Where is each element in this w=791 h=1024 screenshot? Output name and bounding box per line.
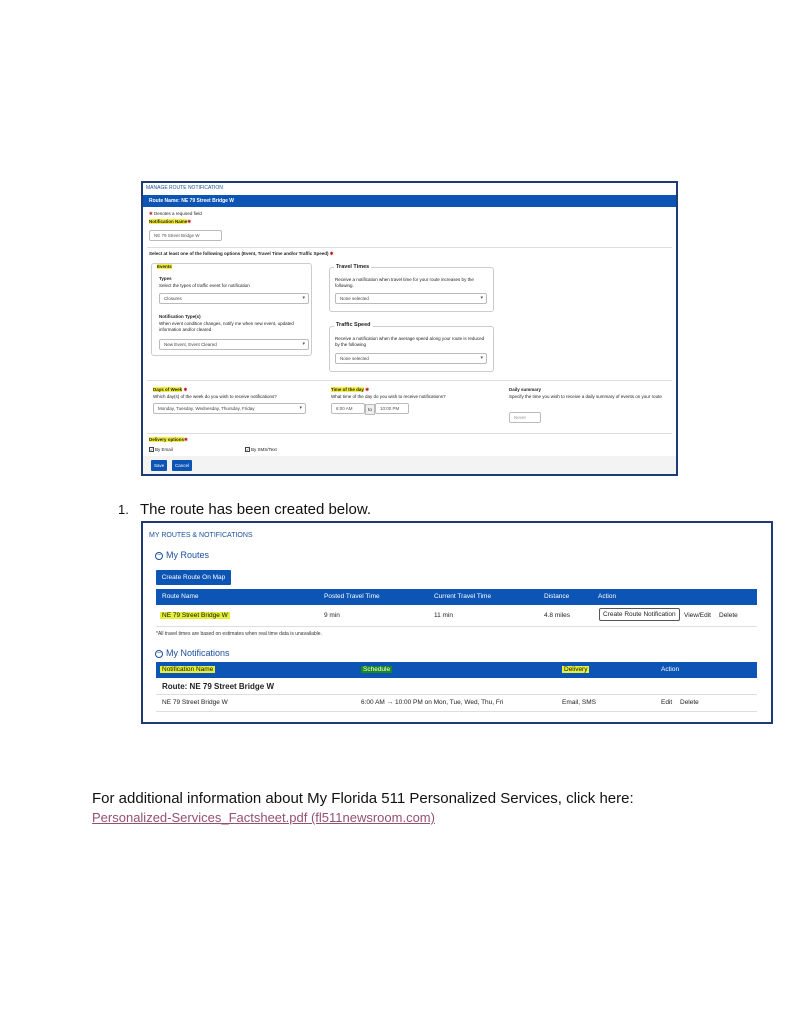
collapse-icon[interactable]: − (156, 649, 162, 657)
delivery-options-label-text: Delivery options (149, 437, 185, 442)
types-description: Select the types of traffic event for notification (159, 283, 250, 288)
col-distance: Distance (544, 593, 570, 600)
my-notifications-heading: My Notifications (166, 648, 230, 658)
additional-info-text: For additional information about My Florida 511 Personalized Services, click here: (92, 790, 634, 807)
step-number: 1. (118, 502, 129, 517)
by-email-label: By Email (155, 447, 173, 452)
days-of-week-description: Which day(s) of the week do you wish to receive notifications? (153, 394, 277, 399)
collapse-icon[interactable]: − (156, 551, 162, 559)
time-of-day-label: Time of the day ✱ (331, 387, 369, 392)
time-of-day-description: What time of the day do you wish to receive notifications? (331, 394, 446, 399)
col-delivery: Delivery (564, 666, 588, 673)
traffic-speed-title: Traffic Speed (336, 322, 371, 328)
my-notifications-section[interactable] (155, 648, 230, 658)
notification-name-label-text: Notification Name (149, 219, 188, 224)
routes-table-header (156, 589, 757, 605)
traffic-speed-group (329, 326, 494, 372)
col-action: Action (598, 593, 617, 600)
notifications-table-header (156, 662, 757, 678)
my-routes-heading: My Routes (166, 550, 210, 560)
events-title (157, 264, 172, 270)
delivery-cell: Email, SMS (562, 699, 596, 706)
delete-notification-link[interactable]: Delete (680, 699, 699, 706)
travel-times-group (329, 267, 494, 312)
notification-name-label: Notification Name✱ (149, 219, 192, 224)
days-of-week-label-text: Days of Week (153, 387, 183, 392)
notification-types-description: When event condition changes, notify me when new event, updated information and/or cleared (159, 321, 294, 332)
traffic-speed-description: Receive a notification when the average speed along your route is reduced by the following (335, 336, 485, 347)
divider (147, 380, 672, 381)
action-bar (143, 456, 676, 476)
col-notif-action: Action (661, 666, 680, 673)
required-note: ✱ Denotes a required field (149, 211, 202, 216)
travel-time-note: *All travel times are based on estimates when real time data is unavailable. (156, 631, 322, 637)
checkbox-checked-icon[interactable]: ✓ (246, 447, 250, 453)
col-notification-name: Notification Name (162, 666, 214, 673)
step-caption (118, 501, 371, 518)
by-sms-option[interactable] (245, 447, 277, 453)
edit-notification-link[interactable]: Edit (661, 699, 673, 706)
factsheet-link[interactable]: Personalized-Services_Factsheet.pdf (fl511newsroom.com) (92, 810, 435, 825)
notification-name-input[interactable]: NE 79 Street Bridge W (149, 230, 222, 241)
notification-route-group: Route: NE 79 Street Bridge W (156, 678, 757, 695)
types-select[interactable]: Closures ▾ (159, 293, 309, 304)
schedule-cell: 6:00 AM → 10:00 PM on Mon, Tue, Wed, Thu, Fri (361, 699, 504, 706)
types-label: Types (159, 276, 172, 281)
daily-summary-description: Specify the time you wish to receive a daily summary of events on your route (509, 394, 662, 399)
travel-times-title: Travel Times (336, 264, 370, 270)
manage-route-notification-screenshot (141, 181, 678, 476)
travel-times-description: Receive a notification when travel time for your route increases by the following. (335, 277, 474, 288)
notification-name-cell: NE 79 Street Bridge W (162, 699, 228, 706)
divider (147, 433, 672, 434)
route-name-bar: Route Name: NE 79 Street Bridge W (143, 195, 676, 207)
posted-travel-time-cell: 9 min (324, 612, 340, 619)
checkbox-checked-icon[interactable]: ✓ (150, 447, 154, 453)
save-button[interactable]: Save (151, 460, 167, 471)
travel-times-select[interactable]: None selected ▾ (335, 293, 487, 304)
table-row (156, 605, 757, 627)
my-routes-section[interactable] (155, 550, 209, 560)
delivery-options-label: Delivery options✱ (149, 437, 188, 442)
by-sms-label: By SMS/Text (251, 447, 277, 452)
by-email-option[interactable] (149, 447, 173, 453)
cancel-button[interactable]: Cancel (172, 460, 192, 471)
traffic-speed-select[interactable]: None selected ▾ (335, 353, 487, 364)
col-posted-travel-time: Posted Travel Time (324, 593, 380, 600)
days-of-week-label: Days of Week ✱ (153, 387, 188, 392)
manage-route-title: MANAGE ROUTE NOTIFICATION (146, 185, 223, 191)
view-edit-link[interactable]: View/Edit (684, 612, 711, 619)
time-of-day-label-text: Time of the day (331, 387, 364, 392)
create-route-notification-button[interactable]: Create Route Notification (599, 608, 680, 621)
time-to-input[interactable]: 10:00 PM (375, 403, 409, 414)
days-of-week-select[interactable]: Monday, Tuesday, Wednesday, Thursday, Friday ▾ (153, 403, 306, 414)
daily-summary-input[interactable]: Never (509, 412, 541, 423)
col-current-travel-time: Current Travel Time (434, 593, 492, 600)
distance-cell: 4.8 miles (544, 612, 571, 619)
create-route-on-map-button[interactable]: Create Route On Map (156, 570, 231, 585)
select-options-prompt: Select at least one of the following options (Event, Travel Time and/or Traffic Speed) ✱ (149, 251, 334, 256)
delete-route-link[interactable]: Delete (719, 612, 738, 619)
required-note-text: Denotes a required field (154, 211, 202, 216)
time-to-label: to (365, 404, 375, 415)
current-travel-time-cell: 11 min (434, 612, 454, 619)
events-title-text: Events (157, 264, 172, 269)
step-text: The route has been created below. (140, 501, 371, 518)
my-routes-notifications-screenshot (141, 521, 773, 724)
notification-types-select[interactable]: New Event, Event Cleared ▾ (159, 339, 309, 350)
select-options-prompt-text: Select at least one of the following options (Event, Travel Time and/or Traffic Speed) (149, 251, 329, 256)
time-from-input[interactable]: 6:00 AM (331, 403, 365, 414)
my-routes-notifications-title: MY ROUTES & NOTIFICATIONS (149, 532, 253, 539)
table-row (156, 695, 757, 712)
notification-types-label: Notification Type(s) (159, 314, 201, 319)
col-schedule: Schedule (363, 666, 391, 673)
daily-summary-label: Daily summary (509, 387, 542, 392)
divider (147, 247, 672, 248)
col-route-name: Route Name (162, 593, 199, 600)
route-name-cell[interactable]: NE 79 Street Bridge W (162, 612, 228, 619)
